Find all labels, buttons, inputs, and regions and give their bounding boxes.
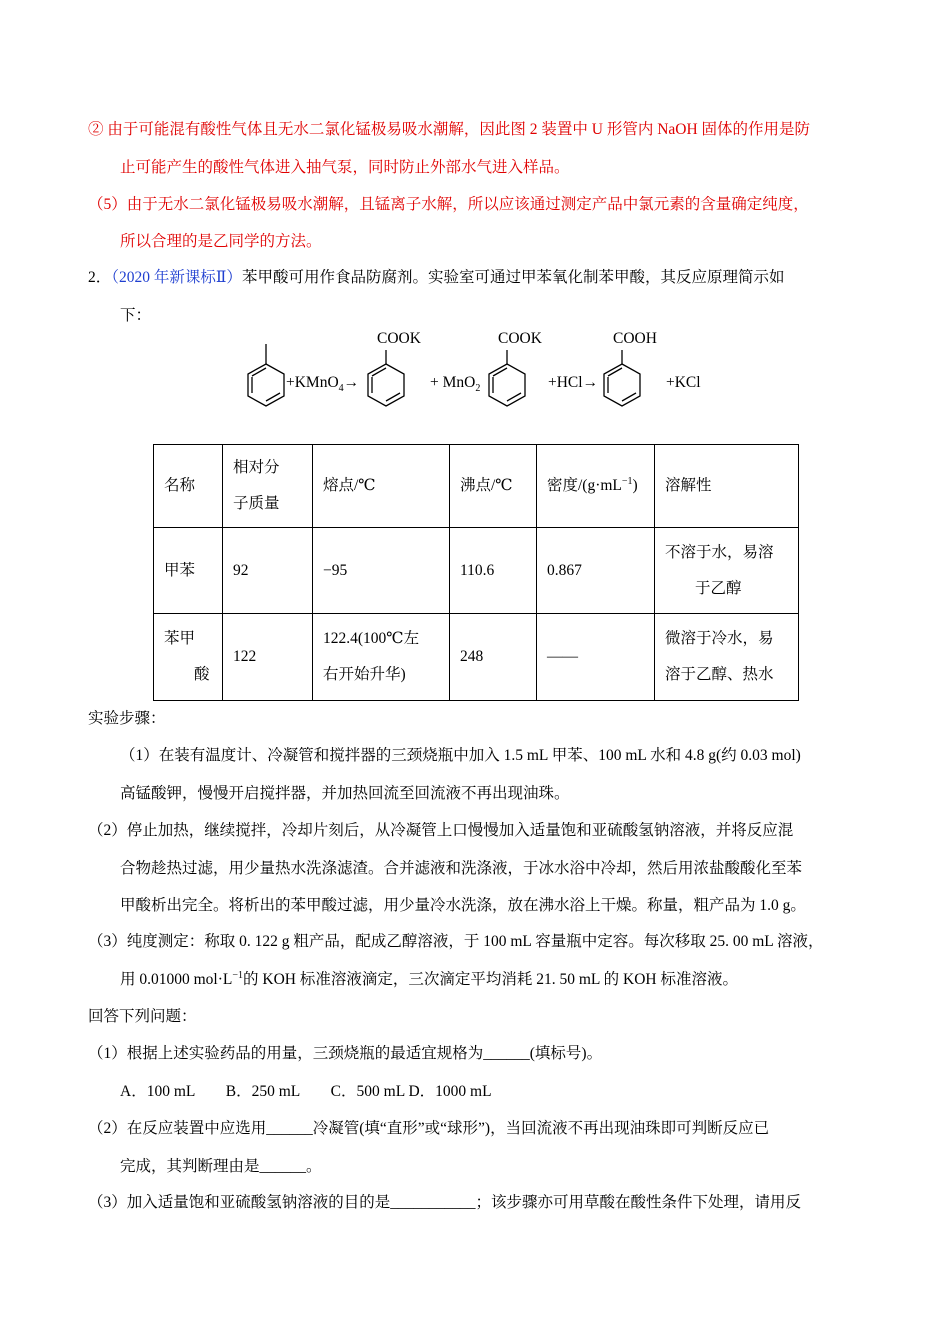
row1-solubility: 不溶于水，易溶 于乙醇 [655, 528, 799, 614]
question-number: 2． [88, 269, 112, 286]
answer-2-line1: ② 由于可能混有酸性气体且无水二氯化锰极易吸水潮解，因此图 2 装置中 U 形管内 NaOH 固体的作用是防 [88, 121, 811, 138]
row1-bp: 110.6 [450, 528, 537, 614]
benzoic-acid-structure [604, 350, 640, 406]
row2-solubility: 微溶于冷水，易 溶于乙醇、热水 [655, 614, 799, 701]
step1-line1: （1）在装有温度计、冷凝管和搅拌器的三颈烧瓶中加入 1.5 mL 甲苯、100 mL 水和 4.8 g(约 0.03 mol) [120, 747, 801, 764]
row1-name: 甲苯 [154, 528, 223, 614]
step2-line1: （2）停止加热，继续搅拌，冷却片刻后，从冷凝管上口慢慢加入适量饱和亚硫酸氢钠溶液，并将反应混 [88, 822, 794, 839]
step2-line3: 甲酸析出完全。将析出的苯甲酸过滤，用少量冷水洗涤，放在沸水浴上干燥。称量，粗产品为 1.0 g。 [120, 897, 806, 914]
header-density: 密度$/(g\cdot mL^{-1})$ [537, 445, 655, 528]
step3-line1: （3）纯度测定：称取 0. 122 g 粗产品，配成乙醇溶液，于 100 mL 容量瓶中定容。每次移取 25. 00 mL 溶液， [88, 933, 824, 950]
row2-density: —— [537, 614, 655, 701]
header-mw: 相对分 子质量 [223, 445, 313, 528]
benzoate-structure-1 [368, 350, 404, 406]
question-1: （1）根据上述实验药品的用量，三颈烧瓶的最适宜规格为______(填标号)。 [88, 1045, 603, 1062]
arrow-2: → [582, 374, 599, 391]
row2-mw: 122 [223, 614, 313, 701]
reagent-kmno4: +KMnO$_4$→ [286, 374, 360, 395]
header-mp: 熔点/℃ [313, 445, 450, 528]
question-3-line1: （3）加入适量饱和亚硫酸氢钠溶液的目的是___________；该步骤亦可用草酸在酸性条件下处理，请用反 [88, 1194, 802, 1211]
question-2-line2: 完成，其判断理由是______。 [120, 1158, 322, 1175]
properties-table [153, 444, 799, 701]
answer-2-line2: 止可能产生的酸性气体进入抽气泵，同时防止外部水气进入样品。 [120, 159, 570, 176]
toluene-structure [248, 344, 284, 406]
table-header-row [154, 445, 799, 528]
answer-5-line1: （5）由于无水二氯化锰极易吸水潮解，且锰离子水解，所以应该通过测定产品中氯元素的含量确定纯度， [88, 196, 809, 213]
row1-density: 0.867 [537, 528, 655, 614]
questions-heading: 回答下列问题： [88, 1008, 197, 1025]
table-row [154, 614, 799, 701]
product-mno2: + MnO$_2$ [430, 374, 481, 395]
header-bp: 沸点/℃ [450, 445, 537, 528]
product-kcl: +KCl [666, 374, 701, 391]
step2-line2: 合物趁热过滤，用少量热水洗涤滤渣。合并滤液和洗涤液，于冰水浴中冷却，然后用浓盐酸酸化至苯 [120, 860, 803, 877]
question-source: （2020 年新课标Ⅱ） [111, 269, 242, 286]
question-1-options: A．100 mL B．250 mL C．500 mL D．1000 mL [120, 1083, 492, 1100]
header-solubility: 溶解性 [655, 445, 799, 528]
step1-line2: 高锰酸钾，慢慢开启搅拌器，并加热回流至回流液不再出现油珠。 [120, 785, 570, 802]
question-intro-line1: 苯甲酸可用作食品防腐剂。实验室可通过甲苯氧化制苯甲酸，其反应原理简示如 [241, 269, 785, 286]
steps-heading: 实验步骤： [88, 710, 166, 727]
cooh-label: COOH [613, 330, 657, 347]
header-name: 名称 [154, 445, 223, 528]
row1-mw: 92 [223, 528, 313, 614]
step3-line2: 用 0.01000 $mol\cdot L^{-1}$的 KOH 标准溶液滴定，三次滴定平均消耗 21. 50 mL 的 KOH 标准溶液。 [120, 969, 739, 988]
benzoate-structure-2 [489, 350, 525, 406]
row2-name: 苯甲 酸 [154, 614, 223, 701]
table-row [154, 528, 799, 614]
row2-bp: 248 [450, 614, 537, 701]
question-intro [88, 265, 784, 287]
question-intro-line2: 下： [120, 307, 152, 324]
answer-5-line2: 所以合理的是乙同学的方法。 [120, 233, 322, 250]
cook-label-2: COOK [498, 330, 542, 347]
row1-mp: −95 [313, 528, 450, 614]
question-2-line1: （2）在反应装置中应选用______冷凝管(填“直形”或“球形”)，当回流液不再出现油珠即可判断反应已 [88, 1120, 770, 1137]
cook-label-1: COOK [377, 330, 421, 347]
arrow-1: → [343, 374, 360, 391]
reagent-hcl: +HCl→ [548, 374, 599, 391]
row2-mp: 122.4(100℃左 右开始升华) [313, 614, 450, 701]
